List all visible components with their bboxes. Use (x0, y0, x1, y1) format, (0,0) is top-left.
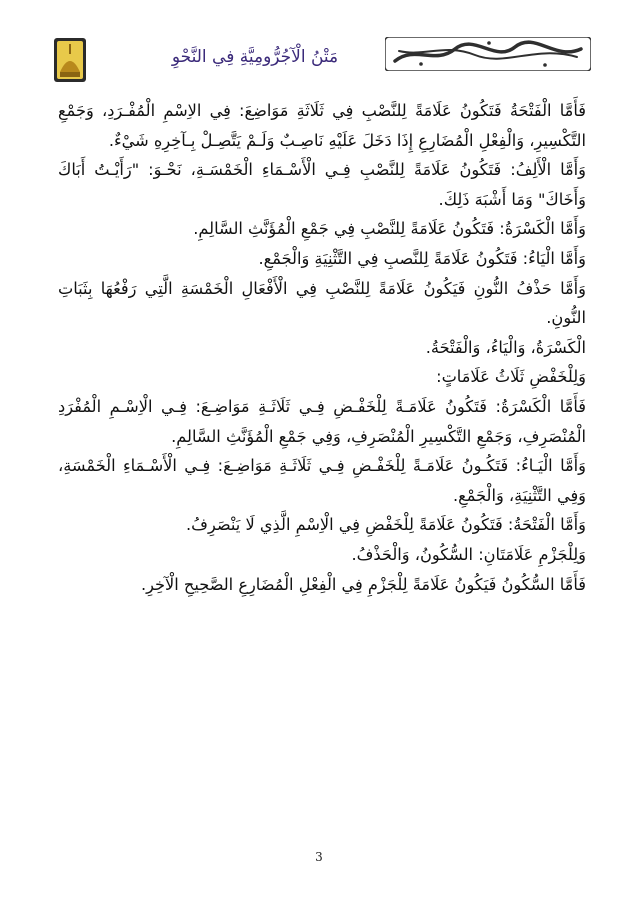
page-header (0, 0, 638, 92)
header-title: مَتْنُ الْآجُرُّومِيَّةِ فِي النَّحْوِ (171, 47, 339, 67)
page-number: 3 (315, 850, 323, 864)
paragraph-yaa-khafd: وَأَمَّا الْيَـاءُ: فَتَكُـونُ عَلَامَـةً لِلْخَفْـضِ فِـي ثَلَاثَـةِ مَوَاضِـعَ: فِـي الْأَسْـمَاءِ الْخَمْسَةِ، وَفِي التَّثْنِيَةِ، وَالْجَمْعِ. (58, 456, 586, 505)
paragraph-sukun-jazm: فَأَمَّا السُّكُونُ فَيَكُونُ عَلَامَةً لِلْجَزْمِ فِي الْفِعْلِ الْمُضَارِعِ الصَّحِيحِ الْآخِرِ. (140, 574, 586, 594)
paragraph-jazm-heading: وَلِلْجَزْمِ عَلَامَتَانِ: السُّكُونُ، وَالْحَذْفُ. (351, 544, 586, 564)
paragraph-fatha-khafd: وَأَمَّا الْفَتْحَةُ: فَتَكُونُ عَلَامَةً لِلْخَفْضِ فِي الْاِسْمِ الَّذِي لَا يَنْصَرِفُ. (186, 515, 586, 535)
paragraph-khafd-signs-list: الْكَسْرَةُ، وَالْيَاءُ، وَالْفَتْحَةُ. (425, 337, 586, 357)
paragraph-kasra-khafd: فَأَمَّا الْكَسْرَةُ: فَتَكُونُ عَلَامَـةً لِلْخَفْـضِ فِـي ثَلَاثَـةِ مَوَاضِـعَ: فِـي الْاِسْـمِ الْمُفْرَدِ الْمُنْصَرِفِ، وَجَمْعِ التَّكْسِيرِ الْمُنْصَرِفِ، وَفِي جَمْعِ الْمُؤَنَّثِ السَّالِمِ. (58, 396, 586, 446)
main-text (58, 96, 586, 599)
paragraph-kasra-nasb: وَأَمَّا الْكَسْرَةُ: فَتَكُونُ عَلَامَةً لِلنَّصْبِ فِي جَمْعِ الْمُؤَنَّثِ السَّالِمِ. (193, 219, 586, 239)
paragraph-hadhf-nasb: وَأَمَّا حَذْفُ النُّونِ فَيَكُونُ عَلَامَةً لِلنَّصْبِ فِي الْأَفْعَالِ الْخَمْسَةِ الَّتِي رَفْعُهَا بِثَبَاتِ النُّونِ. (58, 278, 586, 328)
paragraph-fatha-nasb: فَأَمَّا الْفَتْحَةُ فَتَكُونُ عَلَامَةً لِلنَّصْبِ فِي ثَلَاثَةِ مَوَاضِعَ: فِي الاِسْمِ الْمُفْـرَدِ، وَجَمْعِ التَّكْسِيرِ، وَالْفِعْلِ الْمُضَارِعِ إِذَا دَخَلَ عَلَيْهِ نَاصِـبٌ وَلَـمْ يَتَّصِـلْ بِـآخِرِهِ شَيْءٌ. (58, 101, 586, 150)
paragraph-yaa-nasb: وَأَمَّا الْيَاءُ: فَتَكُونُ عَلَامَةً لِلنَّصبِ فِي التَّثْنِيَةِ وَالْجَمْعِ. (258, 248, 586, 268)
mosque-name-banner-icon (385, 37, 591, 71)
paragraph-alif-nasb: وَأَمَّا الْأَلِفُ: فَتَكُونُ عَلَامَةً لِلنَّصْبِ فِـي الْأَسْـمَاءِ الْخَمْسَـةِ، نَحْـوَ: "رَأَيْـتُ أَبَاكَ وَأَخَاكَ" وَمَا أَشْبَهَ ذَلِكَ. (58, 160, 586, 209)
mosque-dome-logo-icon (54, 38, 86, 82)
paragraph-khafd-heading: وَلِلْخَفْضِ ثَلَاثُ عَلَامَاتٍ: (436, 367, 586, 387)
